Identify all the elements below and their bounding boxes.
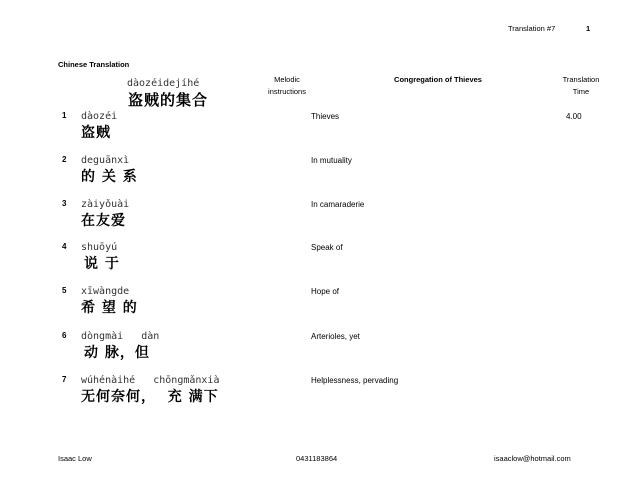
footer-author: Isaac Low: [58, 454, 92, 463]
page-label: Translation #7: [508, 24, 556, 33]
row-pinyin: dòngmài dàn: [81, 331, 160, 342]
row-hanzi: 无何奈何， 充 满下: [81, 389, 219, 405]
row-hanzi: 说 于: [84, 256, 120, 272]
row-english: Thieves: [311, 112, 340, 121]
row-pinyin: wúhénàihé chōngmǎnxià: [81, 375, 220, 386]
footer-email: isaaclow@hotmail.com: [494, 454, 571, 463]
translation-time-header: [556, 74, 606, 98]
row-english: In mutuality: [311, 156, 352, 165]
row-english: In camaraderie: [311, 200, 365, 209]
row-hanzi: 的 关 系: [81, 169, 138, 185]
melodic-instructions-header: [252, 74, 322, 98]
row-number: 1: [62, 111, 67, 120]
row-pinyin: xīwàngde: [81, 286, 130, 297]
row-pinyin: zàiyǒuài: [81, 199, 130, 210]
footer-phone: 0431183864: [296, 454, 338, 463]
row-number: 2: [62, 155, 67, 164]
melodic-header-line1: Melodic: [274, 75, 300, 84]
row-number: 3: [62, 199, 67, 208]
row-number: 7: [62, 375, 67, 384]
translation-header-line1: Translation: [562, 75, 600, 84]
row-hanzi: 动 脉，但: [84, 345, 150, 361]
title-pinyin: dàozéidejíhé: [127, 78, 200, 89]
section-title: Chinese Translation: [58, 60, 130, 69]
row-number: 5: [62, 286, 67, 295]
row-hanzi: 希 望 的: [81, 300, 138, 316]
row-time: 4.00: [566, 112, 582, 121]
row-english: Speak of: [311, 243, 343, 252]
row-english: Helplessness, pervading: [311, 376, 399, 385]
melodic-header-line2: instructions: [268, 87, 306, 96]
row-pinyin: deguānxì: [81, 155, 130, 166]
row-pinyin: shuōyú: [81, 242, 118, 253]
row-english: Hope of: [311, 287, 340, 296]
row-pinyin: dàozéi: [81, 111, 118, 122]
page-number: 1: [586, 24, 591, 33]
row-number: 4: [62, 242, 67, 251]
row-hanzi: 盗贼: [81, 125, 111, 141]
row-english: Arterioles, yet: [311, 332, 360, 341]
row-hanzi: 在友爱: [81, 213, 126, 229]
congregation-header: Congregation of Thieves: [394, 75, 482, 84]
translation-header-line2: Time: [572, 87, 590, 96]
row-number: 6: [62, 331, 67, 340]
title-hanzi: 盗贼的集合: [128, 91, 209, 109]
